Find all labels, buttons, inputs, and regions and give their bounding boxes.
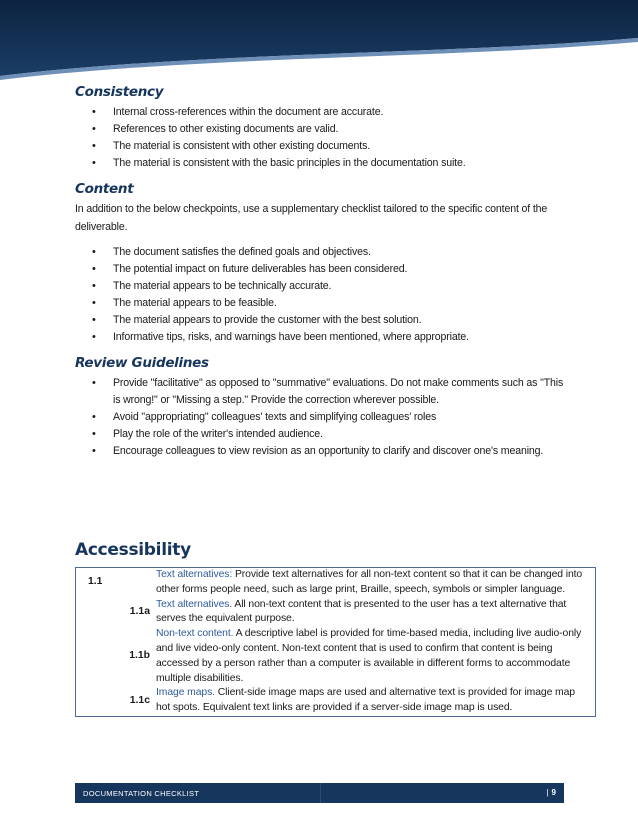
list-item: • The material appears to provide the customer with the best solution. xyxy=(75,312,565,329)
content-heading: Content xyxy=(75,181,134,197)
list-item: • Provide "facilitative" as opposed to "summative" evaluations. Do not make comments such as "This is wrong!" or "Missing a step." Provide the correction wherever possible. xyxy=(75,375,565,409)
review-guidelines-heading: Review Guidelines xyxy=(75,355,209,371)
content-list xyxy=(75,244,565,346)
list-item: • Play the role of the writer's intended audience. xyxy=(75,426,565,443)
main-content xyxy=(75,80,565,460)
row-number: 1.1a xyxy=(129,605,150,617)
consistency-list xyxy=(75,104,565,172)
content-intro: In addition to the below checkpoints, use a supplementary checklist tailored to the specific content of the deliverable. xyxy=(75,203,548,233)
list-item: • The material is consistent with other existing documents. xyxy=(75,138,565,155)
row-text xyxy=(154,686,596,716)
row-number: 1.1 xyxy=(88,576,103,588)
list-item: • The document satisfies the defined goals and objectives. xyxy=(75,244,565,261)
list-item: • References to other existing documents are valid. xyxy=(75,121,565,138)
consistency-heading: Consistency xyxy=(75,84,164,100)
footer-separator: | xyxy=(546,788,549,797)
row-description: A descriptive label is provided for time-based media, including live audio-only and live video-only content. Non-text content that is used to confirm that content is being accessed by a person rather than a computer is available in different forms to accommodate multiple disabilities. xyxy=(156,628,582,684)
row-label: Text alternatives: xyxy=(156,569,233,580)
row-label: Text alternatives. xyxy=(156,598,233,610)
accessibility-table xyxy=(75,567,596,717)
table-row xyxy=(76,627,596,686)
table-row xyxy=(76,568,596,598)
row-number: 1.1b xyxy=(129,650,150,662)
row-label: Non-text content. xyxy=(156,628,234,640)
table-row xyxy=(76,686,596,716)
accessibility-heading: Accessibility xyxy=(75,540,191,560)
footer-title: DOCUMENTATION CHECKLIST xyxy=(83,789,200,798)
row-text xyxy=(154,627,596,686)
list-item: • Informative tips, risks, and warnings have been mentioned, where appropriate. xyxy=(75,329,565,346)
page-number-block xyxy=(546,788,556,797)
list-item: • The potential impact on future deliverables has been considered. xyxy=(75,261,565,278)
list-item: • The material appears to be feasible. xyxy=(75,295,565,312)
header-decoration xyxy=(0,0,638,80)
footer-divider xyxy=(320,783,321,803)
list-item: • Internal cross-references within the document are accurate. xyxy=(75,104,565,121)
row-text xyxy=(154,568,596,598)
list-item: • Encourage colleagues to view revision as an opportunity to clarify and discover one's meaning. xyxy=(75,443,565,460)
table-row xyxy=(76,598,596,628)
page-footer xyxy=(75,783,564,803)
row-description: Client-side image maps are used and alternative text is provided for image map hot spots. Equivalent text links are provided if a server-side image map is used. xyxy=(156,687,575,714)
page-number: 9 xyxy=(551,788,556,797)
row-description: Provide text alternatives for all non-text content so that it can be changed into other forms people need, such as large print, Braille, speech, symbols or simpler language. xyxy=(156,569,583,595)
list-item: • Avoid "appropriating" colleagues' texts and simplifying colleagues' roles xyxy=(75,409,565,426)
list-item: • The material appears to be technically accurate. xyxy=(75,278,565,295)
row-text xyxy=(154,598,596,628)
row-label: Image maps. xyxy=(156,687,215,699)
row-number: 1.1c xyxy=(129,694,150,706)
review-list xyxy=(75,375,565,460)
list-item: • The material is consistent with the basic principles in the documentation suite. xyxy=(75,155,565,172)
row-description: All non-text content that is presented to the user has a text alternative that serves the equivalent purpose. xyxy=(156,598,567,625)
